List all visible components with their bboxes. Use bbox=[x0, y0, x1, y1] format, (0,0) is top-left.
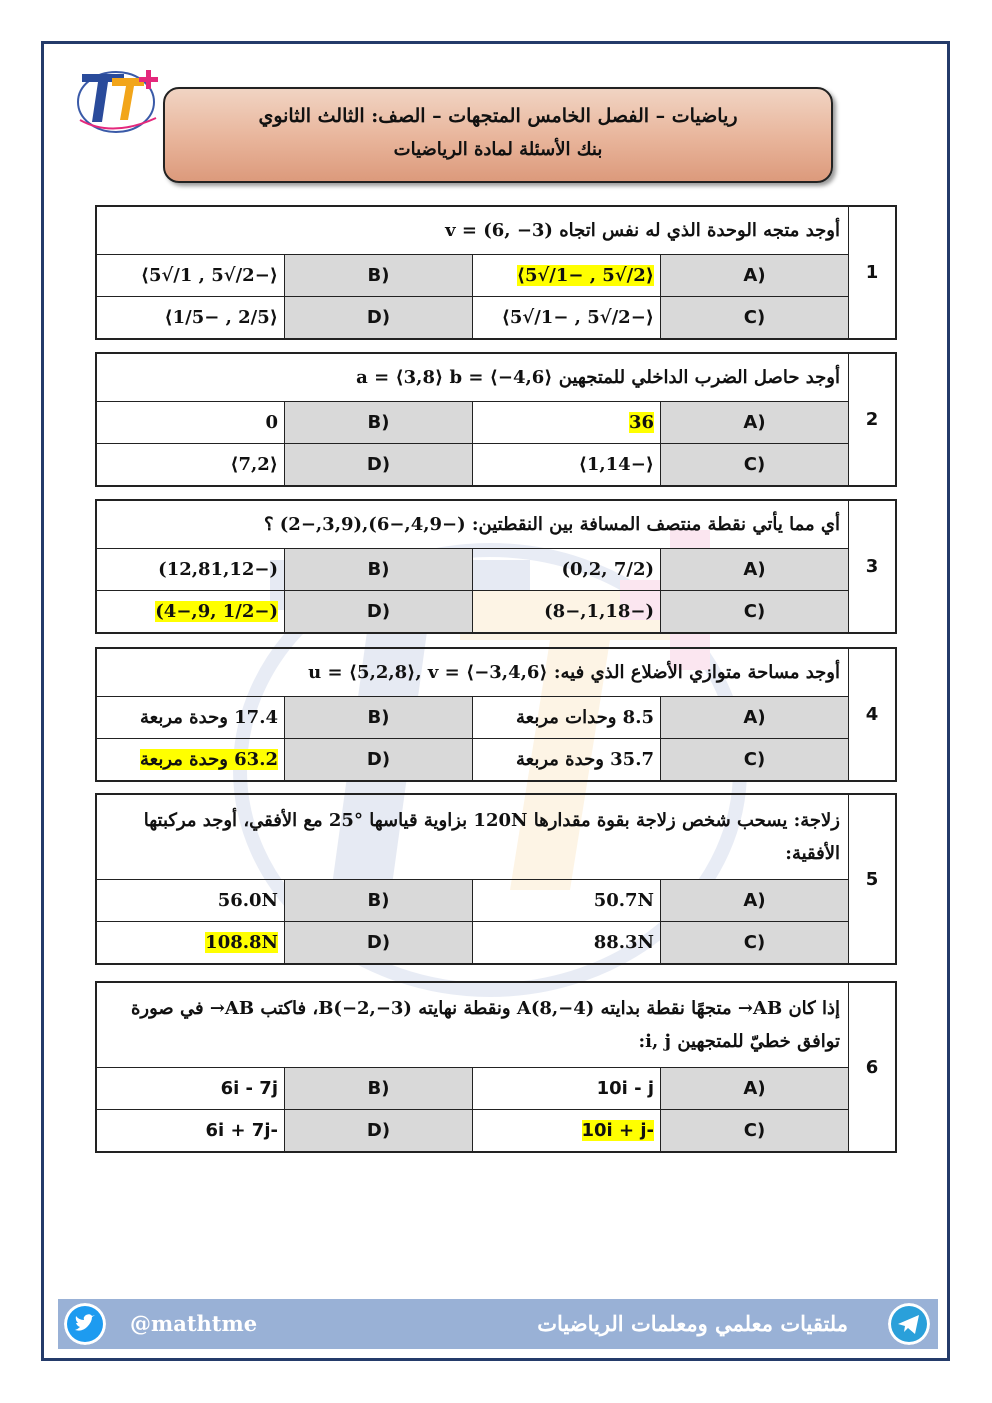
option-d[interactable]: -6i + 7j bbox=[97, 1110, 285, 1152]
option-a-label: (A bbox=[661, 549, 849, 591]
option-d[interactable]: ⟨2/5 , −1/5⟩ bbox=[97, 297, 285, 339]
option-b[interactable]: 0 bbox=[97, 402, 285, 444]
option-b[interactable]: 6i - 7j bbox=[97, 1068, 285, 1110]
question-number: 4 bbox=[849, 649, 896, 781]
option-b-label: (B bbox=[285, 402, 473, 444]
option-b[interactable]: ⟨−2/√5 , 1/√5⟩ bbox=[97, 255, 285, 297]
question-stem: أوجد مساحة متوازي الأضلاع الذي فيه: u = ⟨5,2,8⟩, v = ⟨−3,4,6⟩ bbox=[97, 649, 849, 697]
option-b[interactable]: 56.0N bbox=[97, 880, 285, 922]
option-c[interactable]: 88.3N bbox=[473, 922, 661, 964]
question-number: 3 bbox=[849, 501, 896, 633]
option-a-label: (A bbox=[661, 1068, 849, 1110]
header-title: رياضيات – الفصل الخامس المتجهات – الصف: الثالث الثانوي bbox=[258, 105, 738, 127]
question-number: 1 bbox=[849, 207, 896, 339]
option-b[interactable]: (−12,81,12) bbox=[97, 549, 285, 591]
option-d-label: (D bbox=[285, 922, 473, 964]
page-footer bbox=[58, 1299, 938, 1349]
option-b-label: (B bbox=[285, 880, 473, 922]
option-d-label: (D bbox=[285, 297, 473, 339]
telegram-icon[interactable] bbox=[888, 1303, 930, 1345]
option-d[interactable]: 63.2 وحدة مربعة bbox=[97, 739, 285, 781]
option-c[interactable]: 35.7 وحدة مربعة bbox=[473, 739, 661, 781]
option-c[interactable]: ⟨−1,14⟩ bbox=[473, 444, 661, 486]
option-a[interactable]: 50.7N bbox=[473, 880, 661, 922]
question-5 bbox=[95, 793, 897, 965]
option-d-label: (D bbox=[285, 591, 473, 633]
twitter-icon[interactable] bbox=[64, 1303, 106, 1345]
option-b[interactable]: 17.4 وحدة مربعة bbox=[97, 697, 285, 739]
option-c-label: (C bbox=[661, 739, 849, 781]
option-b-label: (B bbox=[285, 1068, 473, 1110]
option-c[interactable]: -10i + j bbox=[473, 1110, 661, 1152]
question-6 bbox=[95, 981, 897, 1153]
question-4 bbox=[95, 647, 897, 782]
option-d[interactable]: ⟨7,2⟩ bbox=[97, 444, 285, 486]
option-d-label: (D bbox=[285, 444, 473, 486]
question-3 bbox=[95, 499, 897, 634]
option-a-label: (A bbox=[661, 402, 849, 444]
option-a[interactable]: 10i - j bbox=[473, 1068, 661, 1110]
question-2 bbox=[95, 352, 897, 487]
option-d-label: (D bbox=[285, 739, 473, 781]
option-c[interactable]: (−1,18,−8) bbox=[473, 591, 661, 633]
option-d[interactable]: (−1/2 ,9,−4) bbox=[97, 591, 285, 633]
question-stem: أوجد متجه الوحدة الذي له نفس اتجاه v = (6, −3) bbox=[97, 207, 849, 255]
question-stem: إذا كان AB→ متجهًا نقطة بدايته A(8,−4) ونقطة نهايته B(−2,−3)، فاكتب AB→ في صورة توافق خطيّ للمتجهين i, j: bbox=[97, 983, 849, 1068]
option-c-label: (C bbox=[661, 444, 849, 486]
option-b-label: (B bbox=[285, 549, 473, 591]
option-c-label: (C bbox=[661, 591, 849, 633]
option-b-label: (B bbox=[285, 697, 473, 739]
option-d[interactable]: 108.8N bbox=[97, 922, 285, 964]
page-header bbox=[163, 87, 833, 183]
question-number: 6 bbox=[849, 983, 896, 1152]
logo-icon bbox=[72, 60, 164, 140]
option-c-label: (C bbox=[661, 1110, 849, 1152]
option-c-label: (C bbox=[661, 922, 849, 964]
option-d-label: (D bbox=[285, 1110, 473, 1152]
question-stem: أوجد حاصل الضرب الداخلي للمتجهين a = ⟨3,8⟩ b = ⟨−4,6⟩ bbox=[97, 354, 849, 402]
option-a[interactable]: (7/2 ,0,2) bbox=[473, 549, 661, 591]
header-subtitle: بنك الأسئلة لمادة الرياضيات bbox=[393, 139, 603, 160]
twitter-handle[interactable]: @mathtme bbox=[130, 1311, 258, 1336]
question-stem: زلاجة: يسحب شخص زلاجة بقوة مقدارها 120N بزاوية قياسها °25 مع الأفقي، أوجد مركبتها الأفقية: bbox=[97, 795, 849, 880]
option-a[interactable]: 8.5 وحدات مربعة bbox=[473, 697, 661, 739]
question-number: 2 bbox=[849, 354, 896, 486]
option-a-label: (A bbox=[661, 697, 849, 739]
option-c[interactable]: ⟨−2/√5 , −1/√5⟩ bbox=[473, 297, 661, 339]
question-number: 5 bbox=[849, 795, 896, 964]
option-c-label: (C bbox=[661, 297, 849, 339]
question-stem: أي مما يأتي نقطة منتصف المسافة بين النقطتين: (−4,9,−6),(3,9,−2) ؟ bbox=[97, 501, 849, 549]
option-a[interactable]: ⟨2/√5 , −1/√5⟩ bbox=[473, 255, 661, 297]
option-a-label: (A bbox=[661, 255, 849, 297]
footer-text: ملتقيات معلمي ومعلمات الرياضيات bbox=[537, 1311, 848, 1336]
option-b-label: (B bbox=[285, 255, 473, 297]
option-a-label: (A bbox=[661, 880, 849, 922]
question-1 bbox=[95, 205, 897, 340]
option-a[interactable]: 36 bbox=[473, 402, 661, 444]
